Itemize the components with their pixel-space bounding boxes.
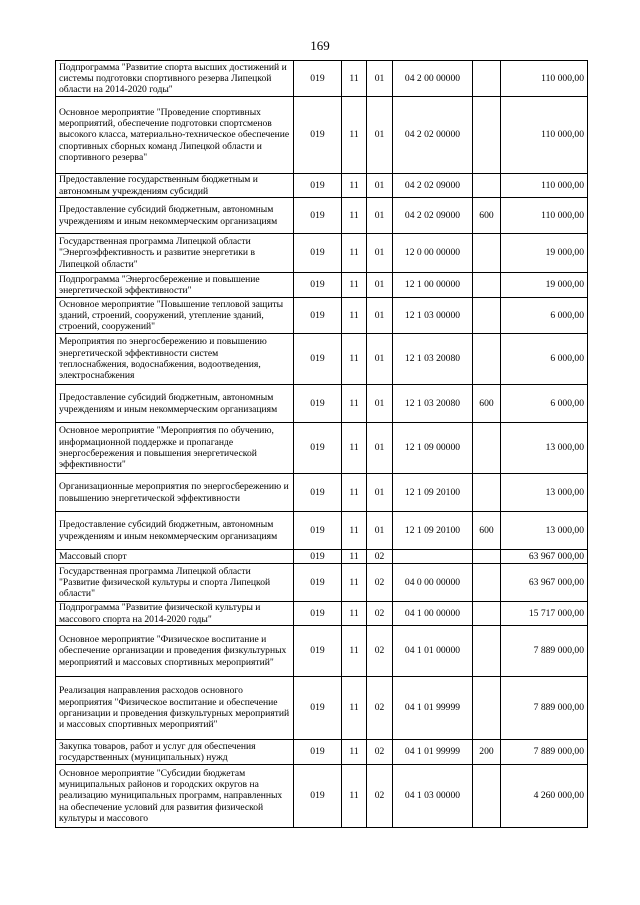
row-target: 12 1 03 20080 (393, 385, 473, 423)
row-name: Основное мероприятие "Субсидии бюджетам муниципальных районов и городских округов на реализацию муниципальных программ, направленных на обеспечение условий для развития физической культуры и массового (56, 765, 294, 828)
row-expense-type: 600 (473, 385, 501, 423)
row-expense-type (473, 474, 501, 512)
row-ministry: 019 (294, 564, 342, 602)
row-target: 12 1 09 20100 (393, 474, 473, 512)
row-ministry: 019 (294, 174, 342, 198)
row-name: Закупка товаров, работ и услуг для обеспечения государственных (муниципальных) нужд (56, 740, 294, 765)
row-name: Основное мероприятие "Проведение спортивных мероприятий, обеспечение подготовки спортсменов высокого класса, материально-техническое обеспечение спортивных сборных команд Липецкой области и спортивного резерва" (56, 97, 294, 174)
row-amount: 110 000,00 (501, 174, 588, 198)
table-row (56, 423, 588, 474)
row-ministry: 019 (294, 298, 342, 334)
row-expense-type (473, 677, 501, 740)
row-target: 04 0 00 00000 (393, 564, 473, 602)
row-ministry: 019 (294, 97, 342, 174)
table-row (56, 626, 588, 677)
budget-table (55, 60, 588, 828)
table-row (56, 550, 588, 564)
row-name: Мероприятия по энергосбережению и повышению энергетической эффективности систем теплоснабжения, водоснабжения, водоотведения, электроснабжения (56, 334, 294, 385)
row-expense-type: 600 (473, 512, 501, 550)
row-target: 04 1 01 99999 (393, 740, 473, 765)
row-expense-type (473, 334, 501, 385)
table-row (56, 474, 588, 512)
table-row (56, 512, 588, 550)
row-expense-type (473, 564, 501, 602)
row-target: 12 1 09 20100 (393, 512, 473, 550)
row-ministry: 019 (294, 334, 342, 385)
row-section: 11 (342, 512, 367, 550)
row-amount: 4 260 000,00 (501, 765, 588, 828)
row-name: Основное мероприятие "Мероприятия по обучению, информационной поддержке и пропаганде энергосбережения и повышения энергетической эффективности" (56, 423, 294, 474)
table-row (56, 677, 588, 740)
row-amount: 13 000,00 (501, 423, 588, 474)
row-target: 12 1 09 00000 (393, 423, 473, 474)
row-target: 12 1 03 20080 (393, 334, 473, 385)
row-ministry: 019 (294, 740, 342, 765)
row-section: 11 (342, 334, 367, 385)
row-expense-type (473, 550, 501, 564)
row-target: 12 1 00 00000 (393, 273, 473, 298)
row-name: Государственная программа Липецкой области "Энергоэффективность и развитие энергетики в Липецкой области" (56, 234, 294, 273)
row-target: 04 2 00 00000 (393, 61, 473, 97)
row-subsection: 01 (367, 234, 393, 273)
row-subsection: 01 (367, 273, 393, 298)
row-subsection: 01 (367, 174, 393, 198)
row-name: Подпрограмма "Развитие спорта высших достижений и системы подготовки спортивного резерва Липецкой области на 2014-2020 годы" (56, 61, 294, 97)
row-ministry: 019 (294, 512, 342, 550)
row-ministry: 019 (294, 765, 342, 828)
row-subsection: 02 (367, 677, 393, 740)
row-amount: 63 967 000,00 (501, 564, 588, 602)
row-section: 11 (342, 474, 367, 512)
row-name: Реализация направления расходов основного мероприятия "Физическое воспитание и обеспечение организации и проведения физкультурных мероприятий и массовых спортивных мероприятий" (56, 677, 294, 740)
row-amount: 13 000,00 (501, 512, 588, 550)
row-name: Организационные мероприятия по энергосбережению и повышению энергетической эффективности (56, 474, 294, 512)
row-name: Предоставление государственным бюджетным и автономным учреждениям субсидий (56, 174, 294, 198)
row-ministry: 019 (294, 474, 342, 512)
table-row (56, 740, 588, 765)
row-subsection: 02 (367, 626, 393, 677)
row-name: Подпрограмма "Развитие физической культуры и массового спорта на 2014-2020 годы" (56, 602, 294, 626)
row-expense-type (473, 234, 501, 273)
table-row (56, 61, 588, 97)
row-section: 11 (342, 740, 367, 765)
row-subsection: 02 (367, 740, 393, 765)
row-amount: 110 000,00 (501, 198, 588, 234)
row-subsection: 02 (367, 564, 393, 602)
row-section: 11 (342, 61, 367, 97)
row-target: 12 1 03 00000 (393, 298, 473, 334)
row-amount: 7 889 000,00 (501, 626, 588, 677)
row-name: Подпрограмма "Энергосбережение и повышение энергетической эффективности" (56, 273, 294, 298)
row-subsection: 01 (367, 385, 393, 423)
table-row (56, 198, 588, 234)
row-ministry: 019 (294, 677, 342, 740)
row-target: 04 1 00 00000 (393, 602, 473, 626)
row-section: 11 (342, 273, 367, 298)
row-amount: 19 000,00 (501, 273, 588, 298)
row-target: 12 0 00 00000 (393, 234, 473, 273)
table-row (56, 334, 588, 385)
page-number: 169 (310, 38, 330, 53)
row-amount: 6 000,00 (501, 298, 588, 334)
row-subsection: 01 (367, 298, 393, 334)
table-row (56, 564, 588, 602)
row-name: Предоставление субсидий бюджетным, автономным учреждениям и иным некоммерческим организациям (56, 385, 294, 423)
row-section: 11 (342, 298, 367, 334)
row-subsection: 01 (367, 61, 393, 97)
table-row (56, 385, 588, 423)
row-subsection: 02 (367, 550, 393, 564)
row-expense-type: 600 (473, 198, 501, 234)
row-section: 11 (342, 385, 367, 423)
row-subsection: 01 (367, 423, 393, 474)
row-expense-type (473, 626, 501, 677)
row-amount: 19 000,00 (501, 234, 588, 273)
row-section: 11 (342, 626, 367, 677)
row-ministry: 019 (294, 550, 342, 564)
row-amount: 15 717 000,00 (501, 602, 588, 626)
row-name: Основное мероприятие "Физическое воспитание и обеспечение организации и проведения физкультурных мероприятий и массовых спортивных мероприятий" (56, 626, 294, 677)
row-section: 11 (342, 198, 367, 234)
row-name: Основное мероприятие "Повышение тепловой защиты зданий, строений, сооружений, утепление зданий, строений, сооружений" (56, 298, 294, 334)
row-amount: 7 889 000,00 (501, 740, 588, 765)
row-subsection: 01 (367, 474, 393, 512)
table-row (56, 97, 588, 174)
row-name: Массовый спорт (56, 550, 294, 564)
row-subsection: 01 (367, 198, 393, 234)
row-section: 11 (342, 677, 367, 740)
row-ministry: 019 (294, 626, 342, 677)
row-amount: 13 000,00 (501, 474, 588, 512)
row-amount: 7 889 000,00 (501, 677, 588, 740)
row-section: 11 (342, 765, 367, 828)
row-expense-type (473, 61, 501, 97)
row-name: Предоставление субсидий бюджетным, автономным учреждениям и иным некоммерческим организациям (56, 198, 294, 234)
row-amount: 110 000,00 (501, 61, 588, 97)
row-subsection: 01 (367, 334, 393, 385)
row-section: 11 (342, 564, 367, 602)
table-row (56, 174, 588, 198)
row-section: 11 (342, 423, 367, 474)
row-target: 04 1 01 99999 (393, 677, 473, 740)
row-ministry: 019 (294, 273, 342, 298)
row-amount: 6 000,00 (501, 385, 588, 423)
row-expense-type (473, 765, 501, 828)
table-row (56, 765, 588, 828)
row-ministry: 019 (294, 198, 342, 234)
row-target: 04 1 03 00000 (393, 765, 473, 828)
row-target (393, 550, 473, 564)
row-target: 04 2 02 00000 (393, 97, 473, 174)
row-name: Предоставление субсидий бюджетным, автономным учреждениям и иным некоммерческим организациям (56, 512, 294, 550)
row-section: 11 (342, 550, 367, 564)
table-row (56, 234, 588, 273)
table-row (56, 273, 588, 298)
row-subsection: 02 (367, 765, 393, 828)
row-ministry: 019 (294, 234, 342, 273)
row-ministry: 019 (294, 385, 342, 423)
row-section: 11 (342, 97, 367, 174)
row-target: 04 2 02 09000 (393, 198, 473, 234)
row-amount: 110 000,00 (501, 97, 588, 174)
row-section: 11 (342, 602, 367, 626)
row-name: Государственная программа Липецкой области "Развитие физической культуры и спорта Липецкой области" (56, 564, 294, 602)
row-expense-type (473, 298, 501, 334)
row-ministry: 019 (294, 423, 342, 474)
table-row (56, 298, 588, 334)
row-ministry: 019 (294, 602, 342, 626)
row-subsection: 01 (367, 97, 393, 174)
row-expense-type (473, 174, 501, 198)
row-subsection: 02 (367, 602, 393, 626)
row-expense-type (473, 423, 501, 474)
row-subsection: 01 (367, 512, 393, 550)
row-amount: 63 967 000,00 (501, 550, 588, 564)
row-ministry: 019 (294, 61, 342, 97)
row-expense-type (473, 273, 501, 298)
row-expense-type (473, 602, 501, 626)
row-target: 04 1 01 00000 (393, 626, 473, 677)
row-section: 11 (342, 234, 367, 273)
budget-table-body (56, 61, 588, 828)
row-expense-type (473, 97, 501, 174)
row-target: 04 2 02 09000 (393, 174, 473, 198)
row-expense-type: 200 (473, 740, 501, 765)
table-row (56, 602, 588, 626)
row-amount: 6 000,00 (501, 334, 588, 385)
row-section: 11 (342, 174, 367, 198)
